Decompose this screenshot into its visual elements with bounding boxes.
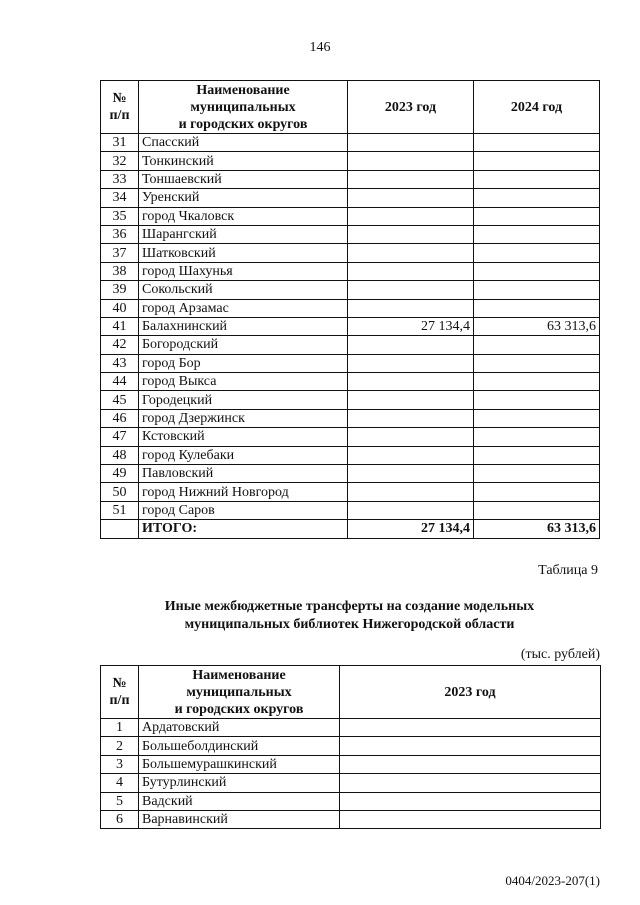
row-value-2023 [348,501,474,519]
row-number: 43 [101,354,139,372]
row-number: 42 [101,336,139,354]
row-number: 35 [101,207,139,225]
row-value-2024 [474,391,600,409]
row-value-2023 [348,391,474,409]
table-row [101,244,600,262]
row-number: 5 [101,792,139,810]
table-row [101,428,600,446]
row-name: Тонкинский [139,152,348,170]
row-number: 39 [101,281,139,299]
header-2023: 2023 год [340,666,601,719]
row-number: 50 [101,483,139,501]
row-value-2024 [474,354,600,372]
row-name: Шарангский [139,225,348,243]
header-num: № п/п [101,666,139,719]
row-name: Богородский [139,336,348,354]
row-number: 41 [101,317,139,335]
row-value-2024 [474,409,600,427]
row-name: Тоншаевский [139,170,348,188]
row-name: Спасский [139,134,348,152]
table-9-units: (тыс. рублей) [520,647,600,662]
row-value-2023 [348,152,474,170]
total-label: ИТОГО: [139,520,348,538]
row-value-2024 [474,281,600,299]
total-2023: 27 134,4 [348,520,474,538]
table-row [101,465,600,483]
row-value-2023 [348,373,474,391]
row-value-2023 [348,225,474,243]
row-value-2024 [474,189,600,207]
total-num-cell [101,520,139,538]
row-name: Павловский [139,465,348,483]
row-number: 44 [101,373,139,391]
table-row [101,373,600,391]
table-row [101,409,600,427]
row-number: 40 [101,299,139,317]
row-value-2024 [474,152,600,170]
row-value-2023 [348,428,474,446]
row-number: 36 [101,225,139,243]
row-value-2023 [340,810,601,828]
row-name: Шатковский [139,244,348,262]
row-name: Большемурашкинский [139,755,340,773]
row-value-2023 [348,244,474,262]
row-name: город Нижний Новгород [139,483,348,501]
row-name: город Саров [139,501,348,519]
header-num: № п/п [101,81,139,134]
table-row [101,317,600,335]
row-number: 31 [101,134,139,152]
row-number: 2 [101,737,139,755]
row-number: 6 [101,810,139,828]
row-number: 47 [101,428,139,446]
row-value-2023 [348,354,474,372]
row-value-2024 [474,501,600,519]
row-number: 4 [101,774,139,792]
row-value-2024 [474,244,600,262]
row-value-2023 [340,774,601,792]
row-value-2024 [474,170,600,188]
row-number: 34 [101,189,139,207]
table-row [101,262,600,280]
table-row [101,281,600,299]
row-name: город Чкаловск [139,207,348,225]
table-row [101,810,601,828]
table-row [101,792,601,810]
row-value-2023 [348,170,474,188]
table-8 [100,80,600,539]
row-name: город Бор [139,354,348,372]
table-row [101,755,601,773]
row-name: Городецкий [139,391,348,409]
row-value-2024 [474,465,600,483]
header-name: Наименование муниципальных и городских округов [139,81,348,134]
row-value-2023 [348,483,474,501]
row-name: Варнавинский [139,810,340,828]
row-name: Большеболдинский [139,737,340,755]
row-value-2024 [474,225,600,243]
row-number: 51 [101,501,139,519]
document-code: 0404/2023-207(1) [505,873,600,888]
header-2023: 2023 год [348,81,474,134]
row-name: город Шахунья [139,262,348,280]
row-name: Ардатовский [139,719,340,737]
row-number: 49 [101,465,139,483]
table-row [101,299,600,317]
row-name: город Арзамас [139,299,348,317]
row-value-2023 [348,281,474,299]
table-row [101,170,600,188]
row-name: город Кулебаки [139,446,348,464]
row-value-2023: 27 134,4 [348,317,474,335]
row-name: Балахнинский [139,317,348,335]
row-name: Сокольский [139,281,348,299]
table-row [101,336,600,354]
table-row [101,774,601,792]
table-row [101,483,600,501]
total-2024: 63 313,6 [474,520,600,538]
row-name: Уренский [139,189,348,207]
row-value-2024 [474,446,600,464]
table-row [101,391,600,409]
row-name: Вадский [139,792,340,810]
row-value-2023 [340,737,601,755]
table-9-header-row [101,666,601,719]
row-value-2024 [474,373,600,391]
table-row [101,207,600,225]
row-number: 33 [101,170,139,188]
table-row [101,501,600,519]
row-value-2024 [474,207,600,225]
row-number: 45 [101,391,139,409]
row-value-2024 [474,262,600,280]
row-number: 38 [101,262,139,280]
table-row [101,134,600,152]
row-value-2023 [348,189,474,207]
row-value-2023 [348,262,474,280]
row-name: город Выкса [139,373,348,391]
row-value-2023 [348,409,474,427]
row-value-2023 [348,299,474,317]
row-number: 32 [101,152,139,170]
table-8-header-row [101,81,600,134]
row-value-2023 [348,446,474,464]
row-value-2023 [348,336,474,354]
row-name: город Дзержинск [139,409,348,427]
row-value-2023 [348,207,474,225]
table-row [101,189,600,207]
row-value-2023 [348,134,474,152]
header-name: Наименование муниципальных и городских округов [139,666,340,719]
row-value-2023 [348,465,474,483]
table-row [101,152,600,170]
row-value-2024 [474,483,600,501]
row-value-2024: 63 313,6 [474,317,600,335]
row-value-2023 [340,792,601,810]
row-value-2023 [340,755,601,773]
page-number: 146 [309,40,331,55]
row-value-2024 [474,134,600,152]
row-value-2023 [340,719,601,737]
row-number: 1 [101,719,139,737]
row-number: 46 [101,409,139,427]
row-value-2024 [474,428,600,446]
table-row [101,354,600,372]
row-number: 3 [101,755,139,773]
table-9-title [100,598,599,634]
table-9 [100,665,601,829]
row-name: Кстовский [139,428,348,446]
row-value-2024 [474,299,600,317]
table-9-caption: Таблица 9 [538,563,598,578]
table-9-title-line-1: Иные межбюджетные трансферты на создание модельных [164,599,535,614]
table-8-total-row [101,520,600,538]
table-row [101,719,601,737]
table-9-title-line-2: муниципальных библиотек Нижегородской области [184,617,515,632]
row-value-2024 [474,336,600,354]
table-row [101,225,600,243]
table-row [101,446,600,464]
row-number: 37 [101,244,139,262]
table-row [101,737,601,755]
row-number: 48 [101,446,139,464]
header-2024: 2024 год [474,81,600,134]
row-name: Бутурлинский [139,774,340,792]
